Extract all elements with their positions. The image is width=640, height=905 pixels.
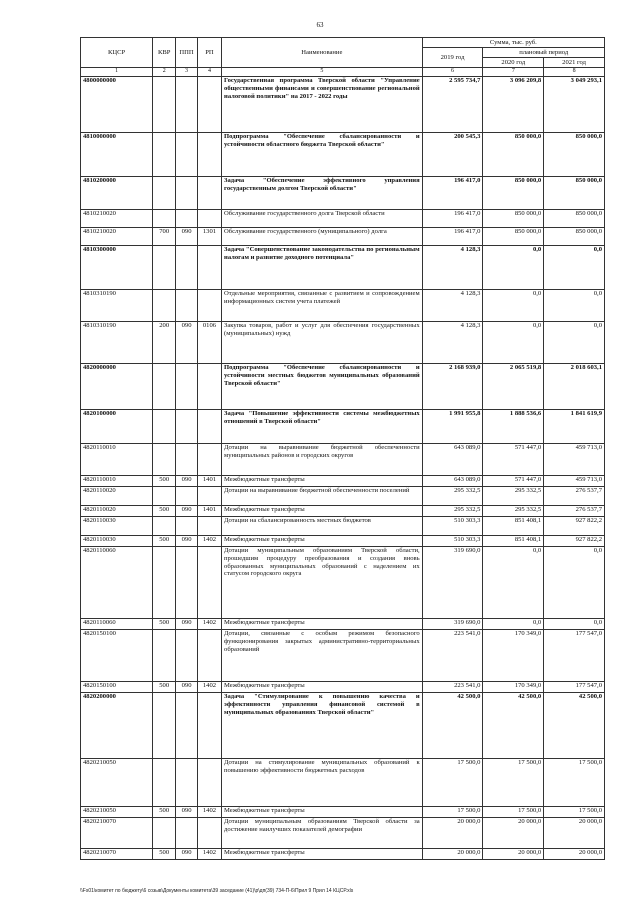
kcsr-cell: 4820100000 [81,410,153,444]
table-row [81,759,605,807]
index-cell: 5 [222,68,423,77]
table-row [81,133,605,177]
table-row [81,818,605,849]
table-row [81,246,605,290]
value-2021-cell: 0,0 [544,290,605,322]
rp-cell [197,547,221,619]
index-cell: 3 [176,68,198,77]
value-2021-cell: 459 713,0 [544,444,605,476]
value-2021-cell: 927 822,2 [544,517,605,536]
value-2021-cell: 177 547,0 [544,630,605,682]
ppp-cell: 090 [176,536,198,547]
table-row [81,849,605,860]
kvr-cell: 500 [153,536,176,547]
value-2020-cell: 170 349,0 [483,630,544,682]
name-cell: Задача "Совершенствование законодательства по региональным налогам и развитие доходного потенциала" [222,246,423,290]
table-row [81,410,605,444]
kcsr-cell: 4810200000 [81,177,153,210]
value-2020-cell: 295 332,5 [483,487,544,506]
value-2021-cell: 0,0 [544,619,605,630]
value-2019-cell: 643 089,0 [422,476,483,487]
value-2020-cell: 851 408,1 [483,517,544,536]
kvr-cell: 500 [153,682,176,693]
kvr-cell [153,487,176,506]
ppp-cell [176,410,198,444]
index-cell: 7 [483,68,544,77]
value-2019-cell: 17 500,0 [422,759,483,807]
page-number: 63 [316,21,324,29]
value-2019-cell: 1 991 955,8 [422,410,483,444]
rp-cell [197,364,221,410]
value-2021-cell: 276 537,7 [544,487,605,506]
name-cell: Дотации муниципальным образованиям Тверской области, прошедшим процедуру преобразования и создания вновь образованных муниципальных образований с наделением их статусом городского округа [222,547,423,619]
value-2019-cell: 2 595 734,7 [422,77,483,133]
rp-cell: 1402 [197,682,221,693]
value-2021-cell: 0,0 [544,322,605,364]
kcsr-cell: 4820110060 [81,619,153,630]
ppp-cell [176,517,198,536]
value-2021-cell: 17 500,0 [544,807,605,818]
value-2019-cell: 4 128,3 [422,322,483,364]
kcsr-cell: 4820150100 [81,630,153,682]
table-row [81,290,605,322]
value-2019-cell: 2 168 939,0 [422,364,483,410]
rp-cell [197,210,221,228]
value-2020-cell: 17 500,0 [483,807,544,818]
kcsr-cell: 4810210020 [81,228,153,246]
ppp-cell: 090 [176,476,198,487]
value-2021-cell: 459 713,0 [544,476,605,487]
name-cell: Межбюджетные трансферты [222,476,423,487]
table-row [81,506,605,517]
ppp-cell: 090 [176,506,198,517]
ppp-cell [176,77,198,133]
index-cell: 4 [197,68,221,77]
table-row [81,693,605,759]
value-2021-cell: 0,0 [544,547,605,619]
kcsr-cell: 4820110030 [81,536,153,547]
value-2019-cell: 223 541,0 [422,682,483,693]
value-2019-cell: 223 541,0 [422,630,483,682]
name-cell: Задача "Стимулирование к повышению качества и эффективности управления финансовой системой в муниципальных образованиях Тверской области" [222,693,423,759]
value-2020-cell: 571 447,0 [483,476,544,487]
kvr-cell [153,210,176,228]
rp-cell: 1401 [197,506,221,517]
table-row [81,444,605,476]
name-cell: Дотации муниципальным образованиям Тверской области за достижение наилучших показателей демографии [222,818,423,849]
value-2020-cell: 0,0 [483,547,544,619]
value-2020-cell: 2 065 519,8 [483,364,544,410]
kcsr-cell: 4810210020 [81,210,153,228]
kcsr-cell: 4820210050 [81,807,153,818]
kcsr-cell: 4820110020 [81,487,153,506]
header-kvr: КВР [153,38,176,68]
ppp-cell [176,444,198,476]
rp-cell: 1401 [197,476,221,487]
ppp-cell: 090 [176,322,198,364]
value-2020-cell: 295 332,5 [483,506,544,517]
rp-cell [197,517,221,536]
rp-cell: 1402 [197,536,221,547]
value-2021-cell: 177 547,0 [544,682,605,693]
name-cell: Межбюджетные трансферты [222,807,423,818]
value-2020-cell: 0,0 [483,619,544,630]
kcsr-cell: 4810310190 [81,322,153,364]
table-row [81,322,605,364]
value-2020-cell: 850 000,0 [483,133,544,177]
rp-cell [197,759,221,807]
kcsr-cell: 4820110010 [81,444,153,476]
value-2021-cell: 850 000,0 [544,177,605,210]
name-cell: Дотации, связанные с особым режимом безопасного функционирования закрытых административно-территориальных образований [222,630,423,682]
ppp-cell: 090 [176,682,198,693]
kcsr-cell: 4820110020 [81,506,153,517]
table-row [81,487,605,506]
rp-cell [197,818,221,849]
ppp-cell [176,759,198,807]
name-cell: Закупка товаров, работ и услуг для обеспечения государственных (муниципальных) нужд [222,322,423,364]
value-2021-cell: 1 841 619,9 [544,410,605,444]
value-2019-cell: 200 545,3 [422,133,483,177]
value-2021-cell: 17 500,0 [544,759,605,807]
value-2019-cell: 196 417,0 [422,177,483,210]
value-2020-cell: 571 447,0 [483,444,544,476]
table-body [81,77,605,860]
value-2021-cell: 850 000,0 [544,210,605,228]
value-2020-cell: 0,0 [483,246,544,290]
kvr-cell [153,759,176,807]
value-2019-cell: 4 128,3 [422,246,483,290]
value-2020-cell: 170 349,0 [483,682,544,693]
rp-cell [197,290,221,322]
index-cell: 6 [422,68,483,77]
name-cell: Дотации на выравнивание бюджетной обеспеченности муниципальных районов и городских округов [222,444,423,476]
value-2020-cell: 850 000,0 [483,210,544,228]
name-cell: Задача "Обеспечение эффективного управления государственным долгом Тверской области" [222,177,423,210]
value-2021-cell: 20 000,0 [544,818,605,849]
ppp-cell [176,246,198,290]
table-row [81,177,605,210]
table-row [81,682,605,693]
ppp-cell: 090 [176,228,198,246]
table-row [81,476,605,487]
value-2019-cell: 17 500,0 [422,807,483,818]
table-row [81,228,605,246]
ppp-cell [176,487,198,506]
index-cell: 1 [81,68,153,77]
header-rp: РП [197,38,221,68]
header-kcsr: КЦСР [81,38,153,68]
value-2019-cell: 319 690,0 [422,619,483,630]
kvr-cell [153,290,176,322]
header-ppp: ППП [176,38,198,68]
kvr-cell: 200 [153,322,176,364]
header-sum: Сумма, тыс. руб. [422,38,604,48]
name-cell: Обслуживание государственного долга Тверской области [222,210,423,228]
rp-cell [197,487,221,506]
value-2019-cell: 20 000,0 [422,849,483,860]
name-cell: Государственная программа Тверской области "Управление общественными финансами и совершенствование региональной налоговой политики" на 2017 - 2022 годы [222,77,423,133]
name-cell: Подпрограмма "Обеспечение сбалансированности и устойчивости областного бюджета Тверской области" [222,133,423,177]
value-2021-cell: 276 537,7 [544,506,605,517]
table-row [81,517,605,536]
kcsr-cell: 4810310190 [81,290,153,322]
rp-cell: 0106 [197,322,221,364]
value-2020-cell: 0,0 [483,322,544,364]
table-row [81,630,605,682]
value-2019-cell: 643 089,0 [422,444,483,476]
header-2019: 2019 год [422,48,483,68]
name-cell: Дотации на стимулирование муниципальных образований к повышению эффективности бюджетных расходов [222,759,423,807]
value-2021-cell: 850 000,0 [544,133,605,177]
ppp-cell: 090 [176,619,198,630]
value-2020-cell: 0,0 [483,290,544,322]
table-row [81,547,605,619]
kvr-cell [153,818,176,849]
kvr-cell: 500 [153,807,176,818]
name-cell: Дотации на сбалансированность местных бюджетов [222,517,423,536]
kcsr-cell: 4820200000 [81,693,153,759]
table-row [81,807,605,818]
ppp-cell: 090 [176,807,198,818]
kcsr-cell: 4820210050 [81,759,153,807]
value-2019-cell: 196 417,0 [422,210,483,228]
value-2019-cell: 319 690,0 [422,547,483,619]
ppp-cell [176,210,198,228]
kcsr-cell: 4810000000 [81,133,153,177]
value-2021-cell: 42 500,0 [544,693,605,759]
ppp-cell: 090 [176,849,198,860]
value-2020-cell: 851 408,1 [483,536,544,547]
rp-cell [197,693,221,759]
ppp-cell [176,133,198,177]
name-cell: Обслуживание государственного (муниципального) долга [222,228,423,246]
rp-cell [197,77,221,133]
value-2021-cell: 20 000,0 [544,849,605,860]
name-cell: Задача "Повышение эффективности системы межбюджетных отношений в Тверской области" [222,410,423,444]
value-2020-cell: 20 000,0 [483,849,544,860]
kvr-cell [153,133,176,177]
ppp-cell [176,290,198,322]
value-2019-cell: 20 000,0 [422,818,483,849]
value-2020-cell: 3 096 209,8 [483,77,544,133]
table-row [81,619,605,630]
ppp-cell [176,818,198,849]
name-cell: Межбюджетные трансферты [222,506,423,517]
rp-cell: 1402 [197,849,221,860]
table-row [81,77,605,133]
index-cell: 2 [153,68,176,77]
kcsr-cell: 4820110030 [81,517,153,536]
kvr-cell [153,77,176,133]
name-cell: Межбюджетные трансферты [222,849,423,860]
header-2021: 2021 год [544,58,605,68]
value-2021-cell: 3 049 293,1 [544,77,605,133]
kvr-cell: 700 [153,228,176,246]
index-cell: 8 [544,68,605,77]
value-2021-cell: 850 000,0 [544,228,605,246]
kvr-cell [153,410,176,444]
table-row [81,536,605,547]
name-cell: Подпрограмма "Обеспечение сбалансированности и устойчивости местных бюджетов муниципальных образований Тверской области" [222,364,423,410]
name-cell: Межбюджетные трансферты [222,619,423,630]
value-2019-cell: 510 303,3 [422,517,483,536]
header-plan-period: плановый период [483,48,605,58]
value-2020-cell: 17 500,0 [483,759,544,807]
name-cell: Межбюджетные трансферты [222,682,423,693]
value-2020-cell: 850 000,0 [483,228,544,246]
header-name: Наименование [222,38,423,68]
kcsr-cell: 4810300000 [81,246,153,290]
ppp-cell [176,364,198,410]
ppp-cell [176,630,198,682]
kcsr-cell: 4800000000 [81,77,153,133]
value-2020-cell: 42 500,0 [483,693,544,759]
kcsr-cell: 4820210070 [81,849,153,860]
value-2019-cell: 196 417,0 [422,228,483,246]
kvr-cell [153,364,176,410]
kcsr-cell: 4820000000 [81,364,153,410]
rp-cell [197,133,221,177]
rp-cell: 1402 [197,807,221,818]
kvr-cell [153,177,176,210]
kvr-cell [153,693,176,759]
kvr-cell [153,547,176,619]
header-2020: 2020 год [483,58,544,68]
table-row [81,210,605,228]
kcsr-cell: 4820110010 [81,476,153,487]
rp-cell [197,630,221,682]
rp-cell [197,444,221,476]
value-2019-cell: 295 332,5 [422,487,483,506]
value-2021-cell: 0,0 [544,246,605,290]
budget-table [80,37,605,860]
name-cell: Межбюджетные трансферты [222,536,423,547]
name-cell: Отдельные мероприятия, связанные с развитием и сопровождением информационных систем учета платежей [222,290,423,322]
rp-cell [197,410,221,444]
kvr-cell: 500 [153,849,176,860]
name-cell: Дотации на выравнивание бюджетной обеспеченности поселений [222,487,423,506]
kvr-cell [153,630,176,682]
rp-cell: 1402 [197,619,221,630]
value-2019-cell: 510 303,3 [422,536,483,547]
value-2019-cell: 4 128,3 [422,290,483,322]
kvr-cell: 500 [153,619,176,630]
ppp-cell [176,693,198,759]
kcsr-cell: 4820210070 [81,818,153,849]
table-row [81,364,605,410]
value-2019-cell: 42 500,0 [422,693,483,759]
kvr-cell: 500 [153,476,176,487]
value-2020-cell: 1 888 536,6 [483,410,544,444]
value-2021-cell: 927 822,2 [544,536,605,547]
ppp-cell [176,547,198,619]
value-2019-cell: 295 332,5 [422,506,483,517]
kcsr-cell: 4820110060 [81,547,153,619]
ppp-cell [176,177,198,210]
value-2021-cell: 2 018 603,1 [544,364,605,410]
kvr-cell [153,444,176,476]
rp-cell [197,246,221,290]
kvr-cell: 500 [153,506,176,517]
value-2020-cell: 850 000,0 [483,177,544,210]
kvr-cell [153,246,176,290]
kvr-cell [153,517,176,536]
footer-file-path: \\Fs01\комитет по бюджету\6 созыв\Документы комитета\39 заседание (41)\р\дп(39) 734-П-6\Прил 9 Прил 14 КЦСР.xls [80,888,354,894]
rp-cell: 1301 [197,228,221,246]
kcsr-cell: 4820150100 [81,682,153,693]
rp-cell [197,177,221,210]
value-2020-cell: 20 000,0 [483,818,544,849]
